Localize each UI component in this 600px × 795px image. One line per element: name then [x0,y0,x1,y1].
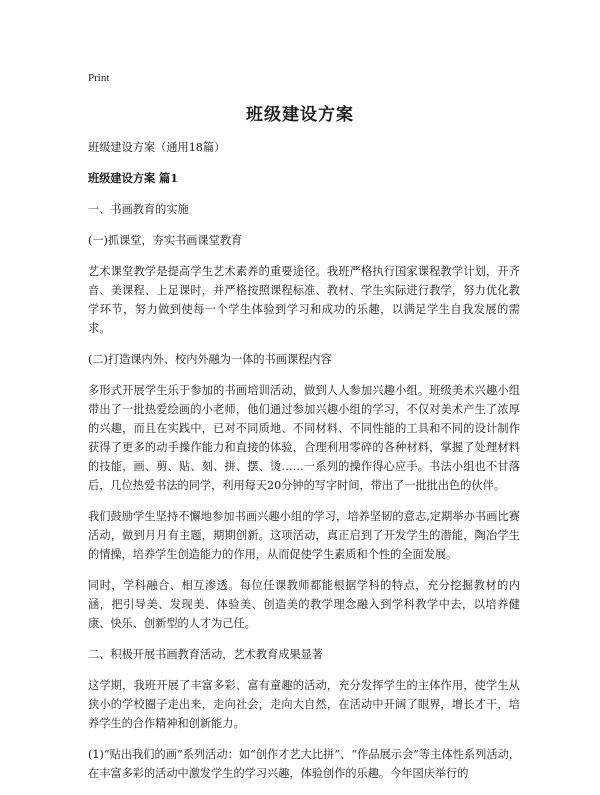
section-heading-2: 二、积极开展书画教育活动，艺术教育成果显著 [88,648,323,661]
document-body [88,138,520,795]
section-heading-1: 一、书画教育的实施 [88,203,189,216]
paragraph: 艺术课堂教学是提高学生艺术素养的重要途径。我班严格执行国家课程教学计划，开齐音、美课程、上足课时，并严格按照课程标准、教材、学生实际进行教学，努力优化教学环节，努力做到使每一个学生体验到学习和成功的乐趣，以满足学生自我发展的需求。 [88,265,520,335]
document-subtitle: 班级建设方案（通用18篇） [88,141,226,154]
paragraph: 多形式开展学生乐于参加的书画培训活动，做到人人参加兴趣小组。班级美术兴趣小组带出了一批热爱绘画的小老师，他们通过参加兴趣小组的学习，不仅对美术产生了浓厚的兴趣，而且在实践中，已对不同质地、不同材料、不同性能的工具和不同的设计制作获得了更多的动手操作能力和直接的体验，合理利用零碎的各种材料，掌握了处理材料的技能，画、剪、贴、刻、拼、摆、烫……一系列的操作得心应手。书法小组也不甘落后，几位热爱书法的同学，利用每天20分钟的写字时间，带出了一批批出色的伙伴。 [88,384,520,492]
paragraph: 同时，学科融合、相互渗透。每位任课教师都能根据学科的特点，充分挖掘教材的内涵，把引导美、发现美、体验美、创造美的教学理念融入到学科教学中去，以培养健康、快乐、创新型的人才为己任。 [88,579,520,630]
page-title: 班级建设方案 [246,105,354,125]
subsection-heading-2: (二)打造课内外、校内外融为一体的书画课程内容 [88,353,332,366]
paragraph: (1)“贴出我们的画”系列活动：如“创作才艺大比拼”、“作品展示会”等主体性系列活动，在丰富多彩的活动中激发学生的学习兴趣，体验创作的乐趣。今年国庆举行的 [88,748,520,780]
subsection-heading-1: (一)抓课堂，夯实书画课堂教育 [88,234,243,247]
article-heading: 班级建设方案 篇1 [88,171,178,185]
print-label: Print [88,72,110,84]
paragraph: 我们鼓励学生坚持不懈地参加书画兴趣小组的学习，培养坚韧的意志,定期举办书画比赛活动，做到月月有主题，期期创新。这项活动，真正启到了开发学生的潜能，陶冶学生的情操，培养学生创造能力的作用，从而促使学生素质和个性的全面发展。 [88,510,520,561]
paragraph: 这学期，我班开展了丰富多彩、富有童趣的活动，充分发挥学生的主体作用，使学生从狭小的学校圈子走出来，走向社会，走向大自然，在活动中开阔了眼界，增长才干，培养学生的合作精神和创新能力。 [88,679,520,730]
